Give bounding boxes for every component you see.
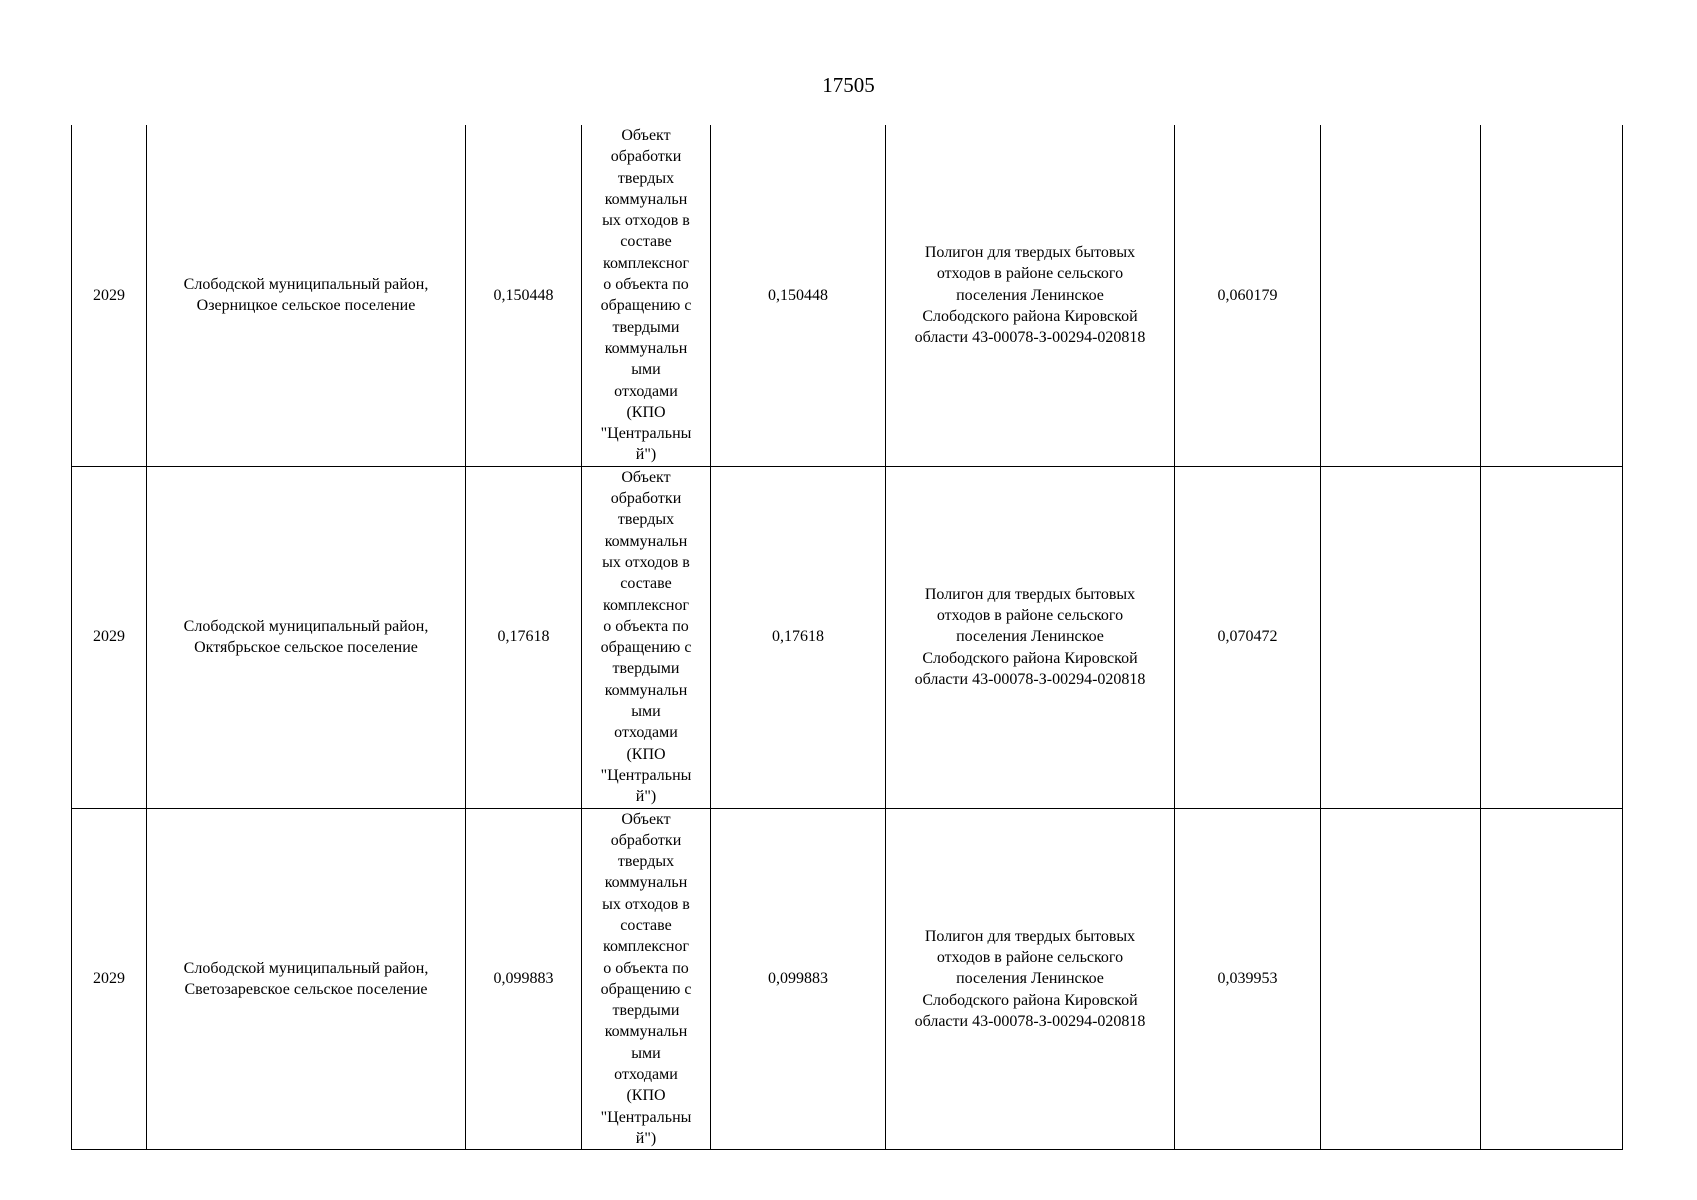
empty-cell [1481, 125, 1623, 466]
facility-line: Объект [621, 127, 671, 144]
territory-line: Слободской муниципальный район, [183, 959, 429, 977]
facility-line: обработки [610, 490, 682, 508]
territory-cell [147, 125, 466, 466]
facility-line: "Центральны [600, 766, 692, 784]
year-cell: 2029 [72, 125, 147, 466]
facility-cell [582, 808, 711, 1150]
table-row [72, 808, 1623, 1150]
empty-cell [1321, 466, 1481, 808]
facility-line: отходами [614, 1066, 678, 1084]
facility-line: коммунальн [604, 681, 688, 699]
landfill-cell [886, 808, 1175, 1150]
landfill-line: отходов в районе сельского [936, 265, 1124, 283]
table-row [72, 466, 1623, 808]
landfill-line: отходов в районе сельского [936, 948, 1124, 966]
page-number: 17505 [822, 73, 875, 97]
facility-line: твердых [617, 169, 675, 187]
landfill-line: Полигон для твердых бытовых [924, 927, 1136, 945]
landfill-line: области 43-00078-З-00294-020818 [914, 671, 1146, 689]
facility-line: (КПО [626, 745, 666, 763]
table-body [72, 125, 1623, 1150]
facility-line: о объекта по [603, 959, 689, 977]
facility-line: ых отходов в [602, 553, 690, 571]
facility-line: й") [635, 1129, 657, 1147]
facility-line: коммунальн [604, 532, 688, 550]
facility-line: ыми [631, 361, 661, 379]
landfill-line: поселения Ленинское [956, 286, 1104, 304]
landfill-line: области 43-00078-З-00294-020818 [914, 329, 1146, 347]
facility-line: Объект [621, 810, 671, 828]
table-row [72, 125, 1623, 466]
empty-cell [1321, 808, 1481, 1150]
volume-cell: 0,070472 [1175, 466, 1321, 808]
facility-cell [582, 466, 711, 808]
volume-cell: 0,099883 [711, 808, 886, 1150]
empty-cell [1481, 808, 1623, 1150]
landfill-line: отходов в районе сельского [936, 607, 1124, 625]
empty-cell [1321, 125, 1481, 466]
landfill-line: Полигон для твердых бытовых [924, 585, 1136, 603]
landfill-cell [886, 125, 1175, 466]
facility-line: обращению с [600, 980, 692, 998]
facility-line: ых отходов в [602, 212, 690, 230]
volume-cell: 0,039953 [1175, 808, 1321, 1150]
landfill-line: Слободского района Кировской [922, 991, 1138, 1009]
facility-line: ых отходов в [602, 895, 690, 913]
facility-line: составе [620, 916, 672, 934]
facility-line: (КПО [626, 1087, 666, 1105]
facility-line: твердыми [612, 1002, 680, 1020]
facility-line: "Центральны [600, 1108, 692, 1126]
volume-cell: 0,17618 [711, 466, 886, 808]
facility-line: ыми [631, 703, 661, 721]
facility-line: составе [620, 233, 672, 251]
facility-line: ыми [631, 1044, 661, 1062]
facility-line: обращению с [600, 297, 692, 315]
territory-line: Слободской муниципальный район, [183, 617, 429, 635]
facility-cell [582, 125, 711, 466]
landfill-line: Слободского района Кировской [922, 649, 1138, 667]
territory-cell [147, 466, 466, 808]
facility-line: комплексног [602, 596, 690, 614]
facility-line: коммунальн [604, 339, 688, 357]
volume-cell: 0,17618 [466, 466, 582, 808]
waste-flow-table [71, 125, 1623, 1150]
landfill-line: области 43-00078-З-00294-020818 [914, 1012, 1146, 1030]
facility-line: й") [635, 788, 657, 806]
year-cell: 2029 [72, 466, 147, 808]
facility-line: твердых [617, 853, 675, 871]
facility-line: о объекта по [603, 276, 689, 294]
facility-line: комплексног [602, 254, 690, 272]
facility-line: коммунальн [604, 190, 688, 208]
landfill-line: поселения Ленинское [956, 970, 1104, 988]
empty-cell [1481, 466, 1623, 808]
facility-line: обработки [610, 148, 682, 166]
facility-line: коммунальн [604, 874, 688, 892]
landfill-line: Полигон для твердых бытовых [924, 244, 1136, 262]
facility-line: коммунальн [604, 1023, 688, 1041]
landfill-cell [886, 466, 1175, 808]
volume-cell: 0,060179 [1175, 125, 1321, 466]
volume-cell: 0,099883 [466, 808, 582, 1150]
volume-cell: 0,150448 [466, 125, 582, 466]
facility-line: твердыми [612, 318, 680, 336]
facility-line: комплексног [602, 938, 690, 956]
facility-line: Объект [621, 468, 671, 486]
facility-line: "Центральны [600, 425, 692, 443]
facility-line: составе [620, 575, 672, 593]
facility-line: отходами [614, 382, 678, 400]
facility-line: о объекта по [603, 617, 689, 635]
facility-line: й") [635, 446, 657, 464]
facility-line: твердыми [612, 660, 680, 678]
facility-line: обработки [610, 831, 682, 849]
landfill-line: поселения Ленинское [956, 628, 1104, 646]
year-cell: 2029 [72, 808, 147, 1150]
facility-line: обращению с [600, 639, 692, 657]
territory-cell [147, 808, 466, 1150]
territory-line: Октябрьское сельское поселение [194, 639, 418, 657]
facility-line: твердых [617, 511, 675, 529]
territory-line: Озерницкое сельское поселение [196, 297, 416, 315]
facility-line: (КПО [626, 403, 666, 421]
territory-line: Слободской муниципальный район, [183, 276, 429, 294]
landfill-line: Слободского района Кировской [922, 308, 1138, 326]
territory-line: Светозаревское сельское поселение [184, 980, 428, 998]
volume-cell: 0,150448 [711, 125, 886, 466]
facility-line: отходами [614, 724, 678, 742]
